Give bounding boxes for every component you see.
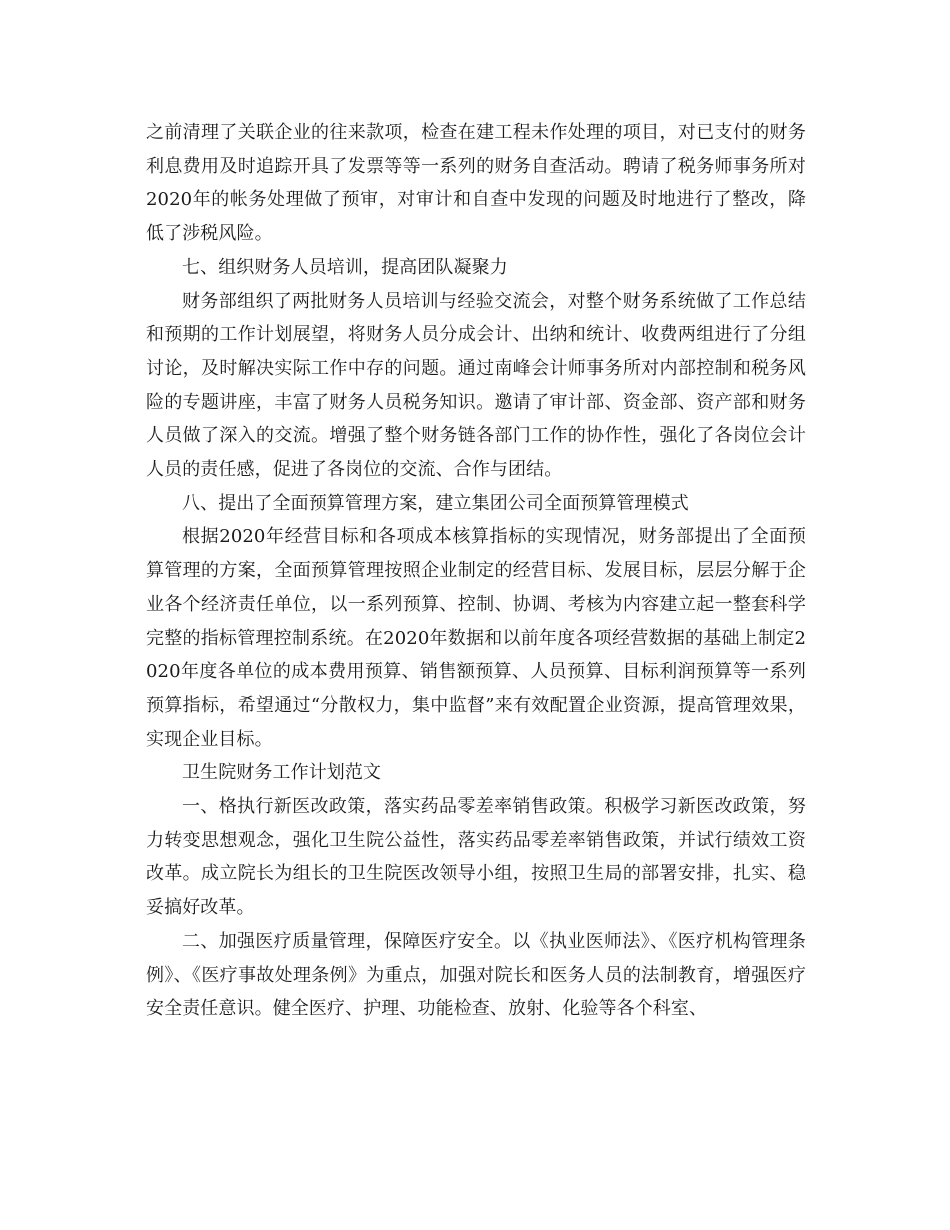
paragraph-training: 财务部组织了两批财务人员培训与经验交流会，对整个财务系统做了工作总结和预期的工作计划展望，将财务人员分成会计、出纳和统计、收费两组进行了分组讨论，及时解决实际工作中存的问题。通过南峰会计师事务所对内部控制和税务风险的专题讲座，丰富了财务人员税务知识。邀请了审计部、资金部、资产部和财务人员做了深入的交流。增强了整个财务链各部门工作的协作性，强化了各岗位会计人员的责任感，促进了各岗位的交流、合作与团结。: [146, 290, 806, 481]
document-subtitle: 卫生院财务工作计划范文: [182, 762, 382, 784]
section-heading-eight: 八、提出了全面预算管理方案，建立集团公司全面预算管理模式: [182, 492, 689, 514]
paragraph-continuation: 之前清理了关联企业的往来款项，检查在建工程未作处理的项目，对已支付的财务利息费用及时追踪开具了发票等等一系列的财务自查活动。聘请了税务师事务所对 2020年的帐务处理做了预审，对审计和自查中发现的问题及时地进行了整改，降低了涉税风险。: [146, 122, 806, 245]
paragraph-budget: 根据2020年经营目标和各项成本核算指标的实现情况，财务部提出了全面预算管理的方案，全面预算管理按照企业制定的经营目标、发展目标，层层分解于企业各个经济责任单位，以一系列预算、控制、协调、考核为内容建立起一整套科学完整的指标管理控制系统。在2020年数据和以前年度各项经营数据的基础上制定2020年度各单位的成本费用预算、销售额预算、人员预算、目标利润预算等一系列预算指标，希望通过“分散权力，集中监督”来有效配置企业资源，提高管理效果，实现企业目标。: [146, 526, 806, 750]
paragraph-item-one: 一、格执行新医改政策，落实药品零差率销售政策。积极学习新医改政策，努力转变思想观念，强化卫生院公益性，落实药品零差率销售政策，并试行绩效工资改革。成立院长为组长的卫生院医改领导小组，按照卫生局的部署安排，扎实、稳妥搞好改革。: [146, 796, 806, 919]
section-heading-seven: 七、组织财务人员培训，提高团队凝聚力: [182, 256, 508, 278]
paragraph-item-two: 二、加强医疗质量管理，保障医疗安全。以《执业医师法》、《医疗机构管理条例》、《医疗事故处理条例》为重点，加强对院长和医务人员的法制教育，增强医疗安全责任意识。健全医疗、护理、功能检查、放射、化验等各个科室、: [146, 930, 806, 1020]
document-body: [146, 116, 806, 1026]
